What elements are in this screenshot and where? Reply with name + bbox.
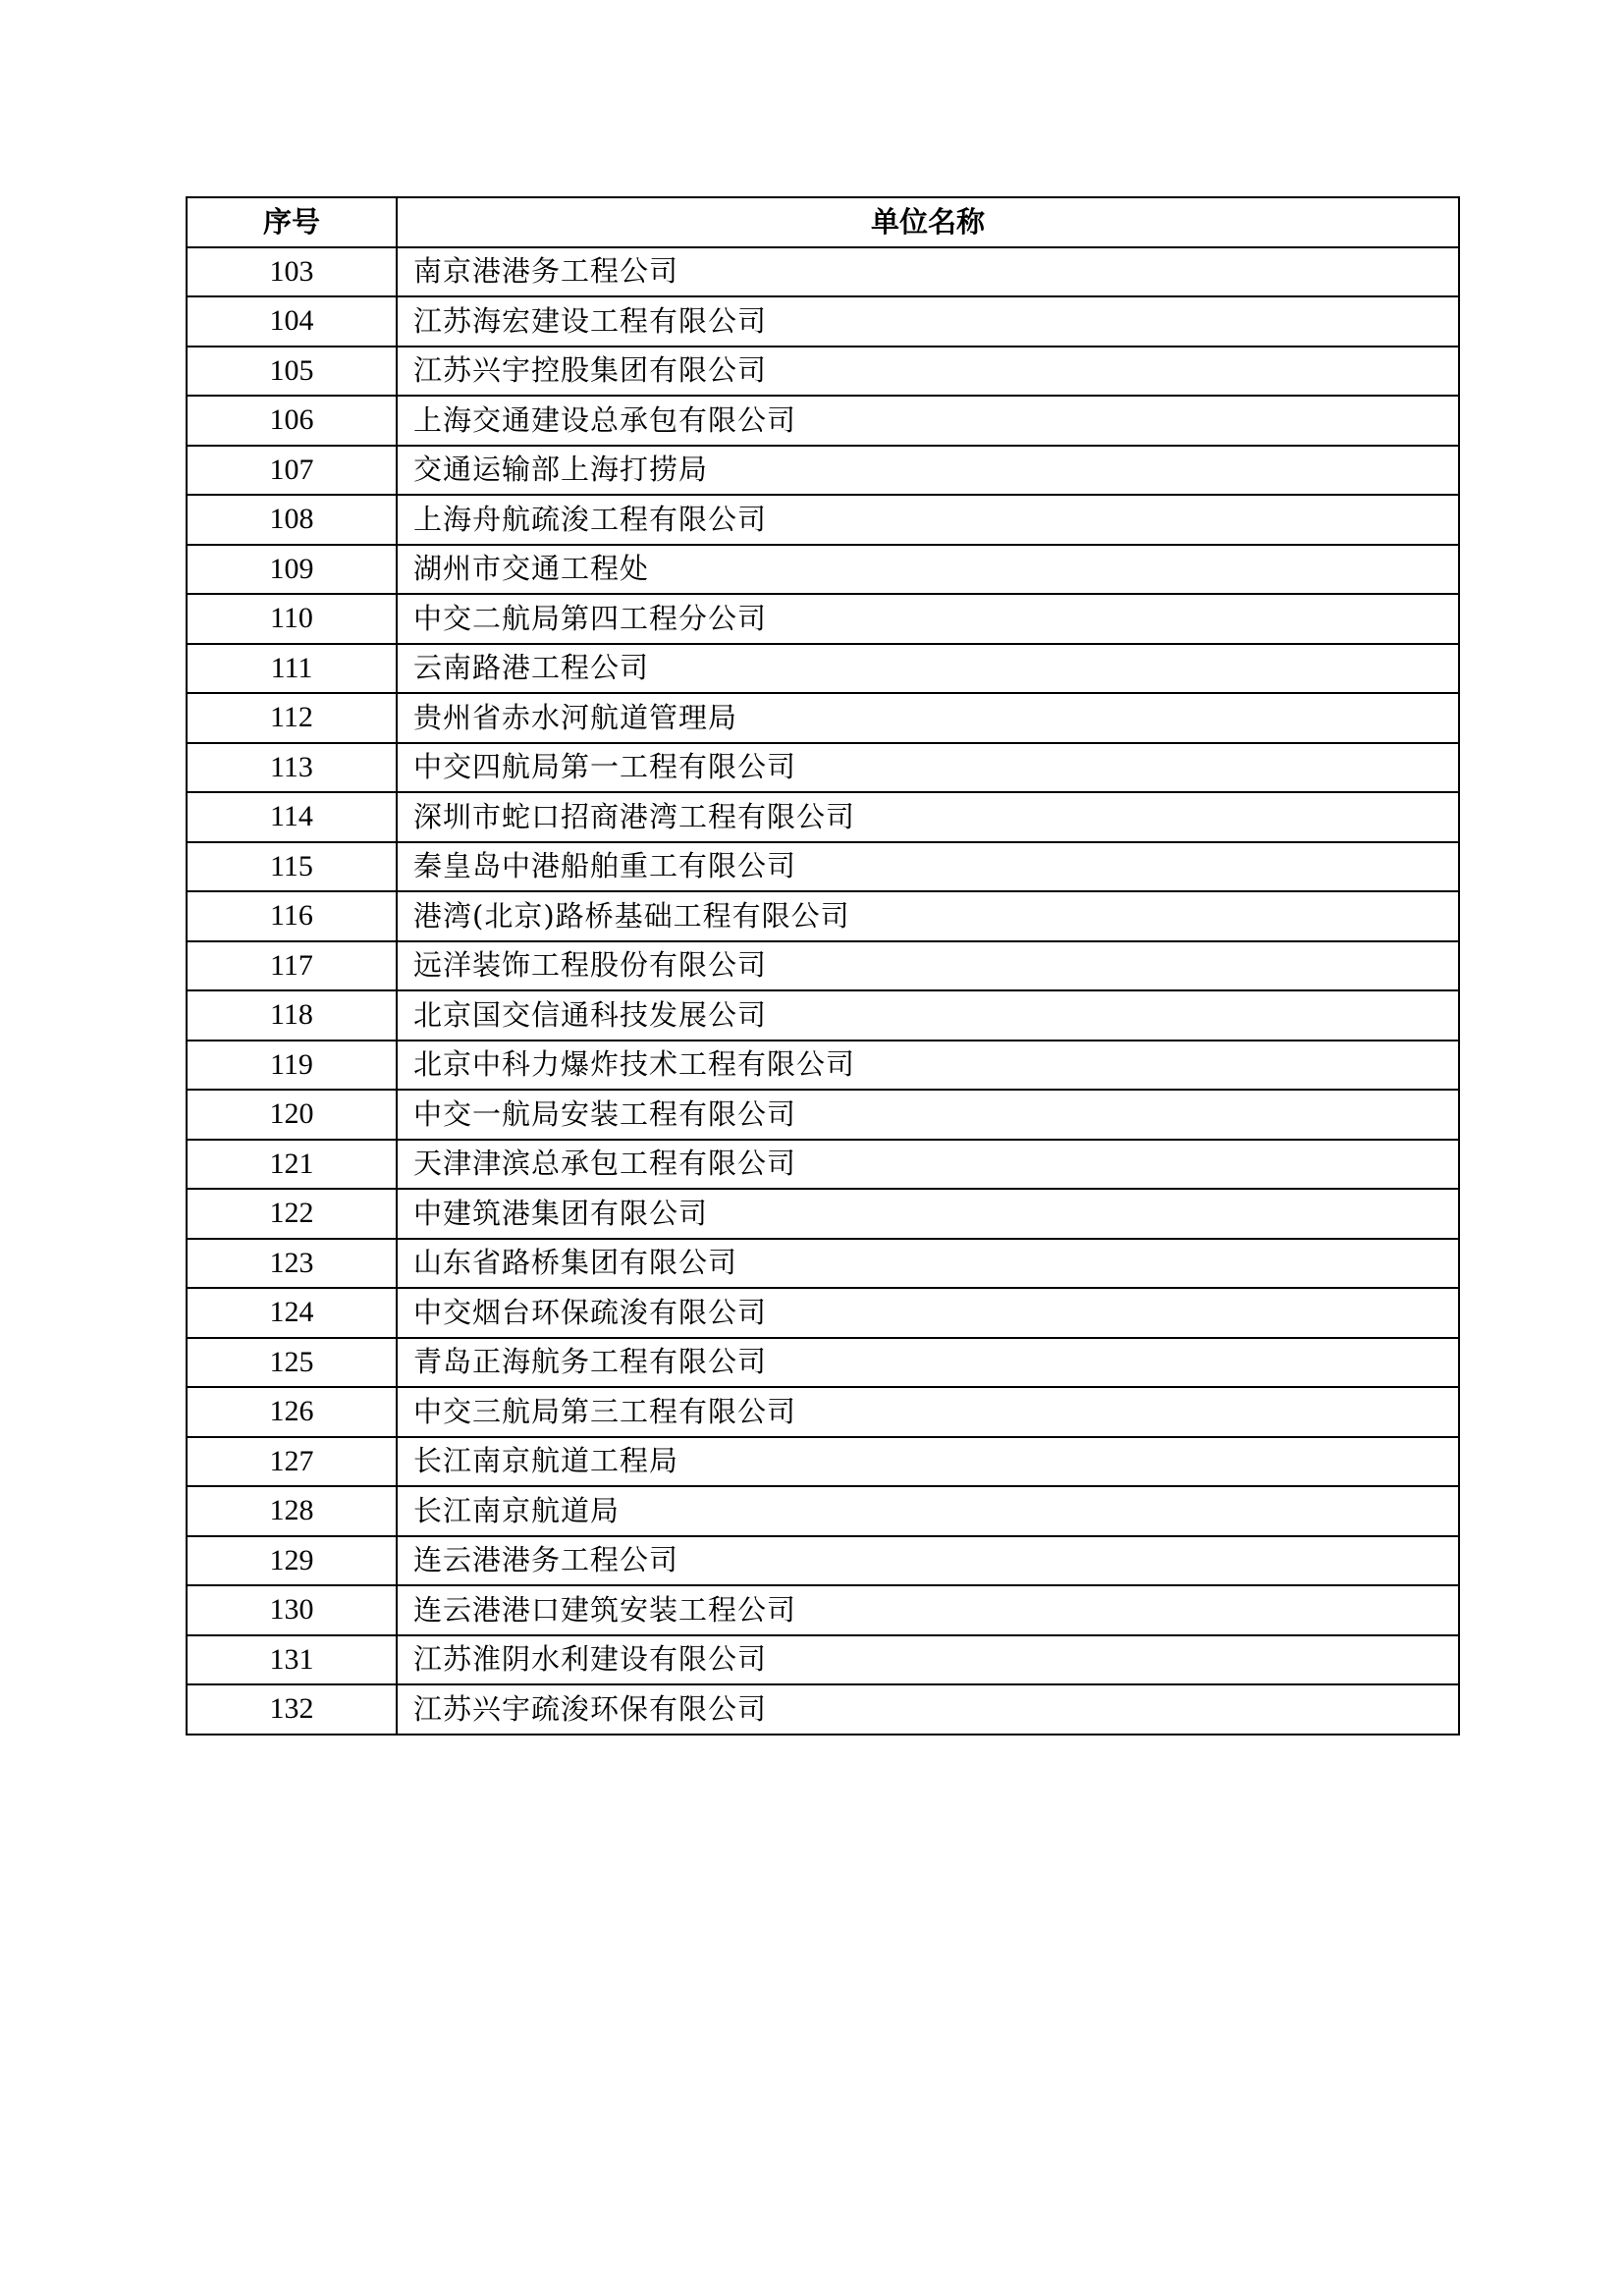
- table-row: [187, 347, 1459, 397]
- table-row: [187, 644, 1459, 694]
- row-index: 115: [187, 842, 397, 892]
- table-row: [187, 743, 1459, 793]
- table-row: [187, 594, 1459, 644]
- table-row: [187, 1140, 1459, 1190]
- row-unit-name: 湖州市交通工程处: [397, 545, 1459, 595]
- row-unit-name: 中建筑港集团有限公司: [397, 1189, 1459, 1239]
- table-row: [187, 1387, 1459, 1437]
- row-index: 105: [187, 347, 397, 397]
- row-unit-name: 上海交通建设总承包有限公司: [397, 396, 1459, 446]
- row-index: 110: [187, 594, 397, 644]
- row-unit-name: 天津津滨总承包工程有限公司: [397, 1140, 1459, 1190]
- table-body: [187, 247, 1459, 1735]
- row-index: 108: [187, 495, 397, 545]
- row-unit-name: 江苏淮阴水利建设有限公司: [397, 1635, 1459, 1685]
- row-unit-name: 北京中科力爆炸技术工程有限公司: [397, 1041, 1459, 1091]
- table-row: [187, 1189, 1459, 1239]
- row-unit-name: 北京国交信通科技发展公司: [397, 990, 1459, 1041]
- table-row: [187, 545, 1459, 595]
- row-unit-name: 云南路港工程公司: [397, 644, 1459, 694]
- row-index: 117: [187, 941, 397, 991]
- table-row: [187, 990, 1459, 1041]
- row-unit-name: 山东省路桥集团有限公司: [397, 1239, 1459, 1289]
- row-unit-name: 交通运输部上海打捞局: [397, 446, 1459, 496]
- row-index: 127: [187, 1437, 397, 1487]
- row-index: 124: [187, 1288, 397, 1338]
- table-row: [187, 1684, 1459, 1735]
- row-index: 120: [187, 1090, 397, 1140]
- row-index: 132: [187, 1684, 397, 1735]
- row-unit-name: 中交四航局第一工程有限公司: [397, 743, 1459, 793]
- table-row: [187, 693, 1459, 743]
- row-unit-name: 江苏海宏建设工程有限公司: [397, 296, 1459, 347]
- row-index: 111: [187, 644, 397, 694]
- row-index: 129: [187, 1536, 397, 1586]
- row-unit-name: 上海舟航疏浚工程有限公司: [397, 495, 1459, 545]
- table-row: [187, 1090, 1459, 1140]
- table-row: [187, 296, 1459, 347]
- row-unit-name: 中交烟台环保疏浚有限公司: [397, 1288, 1459, 1338]
- table-row: [187, 891, 1459, 941]
- header-unit-name: 单位名称: [397, 197, 1459, 247]
- table-row: [187, 495, 1459, 545]
- row-index: 113: [187, 743, 397, 793]
- row-unit-name: 江苏兴宇控股集团有限公司: [397, 347, 1459, 397]
- row-index: 123: [187, 1239, 397, 1289]
- row-index: 118: [187, 990, 397, 1041]
- table-row: [187, 396, 1459, 446]
- table-row: [187, 1585, 1459, 1635]
- row-index: 121: [187, 1140, 397, 1190]
- table-row: [187, 941, 1459, 991]
- row-unit-name: 远洋装饰工程股份有限公司: [397, 941, 1459, 991]
- table-row: [187, 842, 1459, 892]
- row-unit-name: 中交三航局第三工程有限公司: [397, 1387, 1459, 1437]
- row-unit-name: 贵州省赤水河航道管理局: [397, 693, 1459, 743]
- table-row: [187, 1041, 1459, 1091]
- row-index: 107: [187, 446, 397, 496]
- header-index: 序号: [187, 197, 397, 247]
- row-index: 116: [187, 891, 397, 941]
- table-row: [187, 1239, 1459, 1289]
- row-index: 125: [187, 1338, 397, 1388]
- table-row: [187, 1437, 1459, 1487]
- row-unit-name: 秦皇岛中港船舶重工有限公司: [397, 842, 1459, 892]
- row-index: 103: [187, 247, 397, 297]
- row-index: 131: [187, 1635, 397, 1685]
- row-unit-name: 港湾(北京)路桥基础工程有限公司: [397, 891, 1459, 941]
- table-row: [187, 446, 1459, 496]
- row-unit-name: 南京港港务工程公司: [397, 247, 1459, 297]
- row-unit-name: 中交二航局第四工程分公司: [397, 594, 1459, 644]
- table-row: [187, 1288, 1459, 1338]
- row-unit-name: 长江南京航道局: [397, 1486, 1459, 1536]
- row-index: 109: [187, 545, 397, 595]
- unit-list-table: [186, 196, 1460, 1735]
- row-index: 122: [187, 1189, 397, 1239]
- row-unit-name: 中交一航局安装工程有限公司: [397, 1090, 1459, 1140]
- row-index: 106: [187, 396, 397, 446]
- row-index: 114: [187, 792, 397, 842]
- row-unit-name: 深圳市蛇口招商港湾工程有限公司: [397, 792, 1459, 842]
- row-index: 130: [187, 1585, 397, 1635]
- row-index: 104: [187, 296, 397, 347]
- row-index: 112: [187, 693, 397, 743]
- table-row: [187, 792, 1459, 842]
- table-header-row: [187, 197, 1459, 247]
- table-row: [187, 1536, 1459, 1586]
- row-unit-name: 长江南京航道工程局: [397, 1437, 1459, 1487]
- table-row: [187, 1635, 1459, 1685]
- row-index: 119: [187, 1041, 397, 1091]
- row-unit-name: 连云港港口建筑安装工程公司: [397, 1585, 1459, 1635]
- row-unit-name: 连云港港务工程公司: [397, 1536, 1459, 1586]
- row-unit-name: 青岛正海航务工程有限公司: [397, 1338, 1459, 1388]
- table-row: [187, 1486, 1459, 1536]
- row-index: 126: [187, 1387, 397, 1437]
- table-row: [187, 247, 1459, 297]
- table-row: [187, 1338, 1459, 1388]
- row-index: 128: [187, 1486, 397, 1536]
- row-unit-name: 江苏兴宇疏浚环保有限公司: [397, 1684, 1459, 1735]
